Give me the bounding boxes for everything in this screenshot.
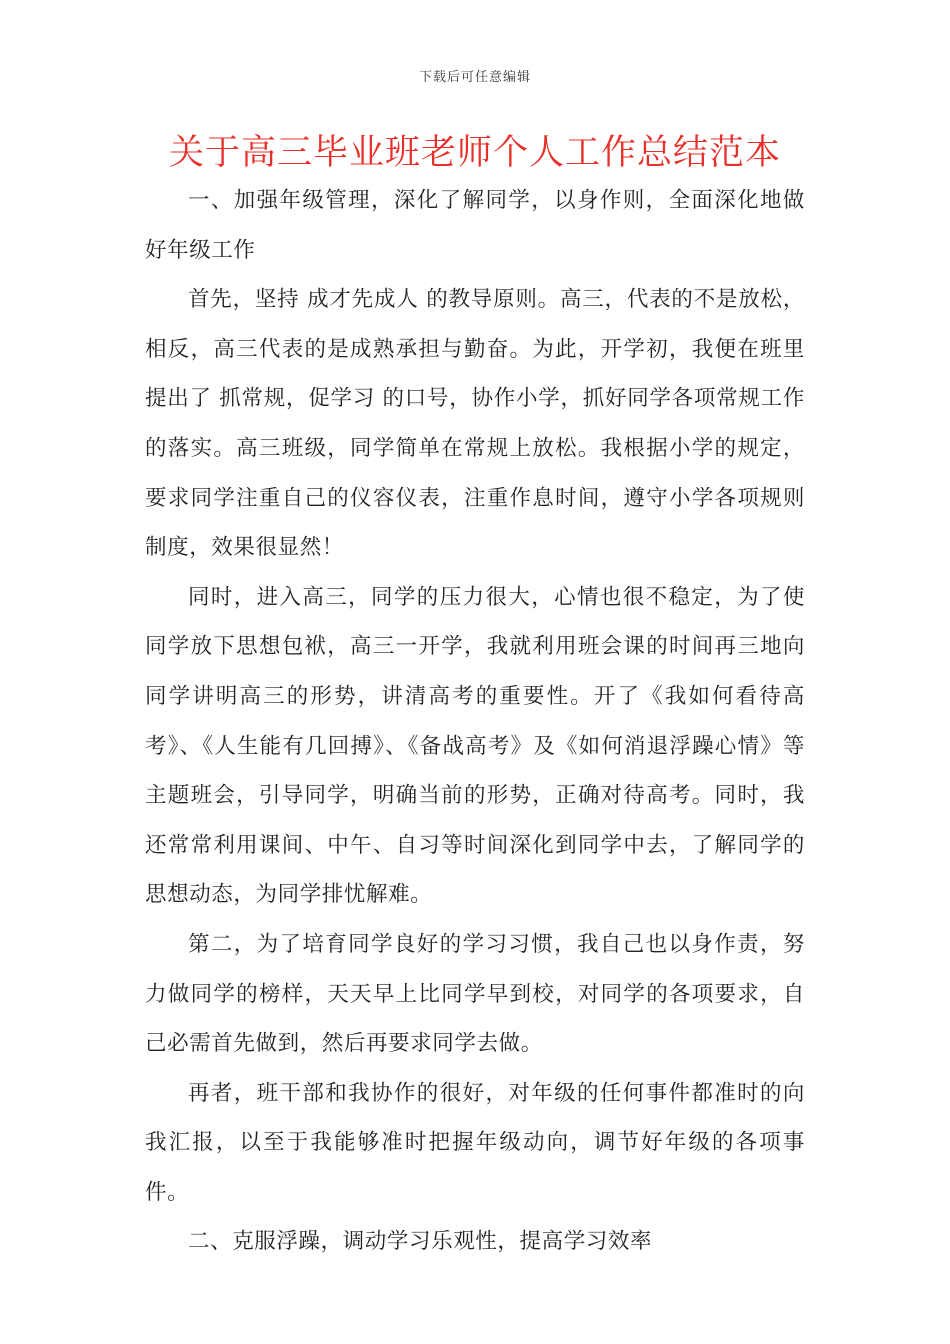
paragraph: 首先，坚持 成才先成人 的教导原则。高三，代表的不是放松，相反，高三代表的是成熟承担与勤奋。为此，开学初，我便在班里提出了 抓常规，促学习 的口号，协作小学，抓好同学各项常规工作的落实。高三班级，同学简单在常规上放松。我根据小学的规定，要求同学注重自己的仪容仪表，注重作息时间，遵守小学各项规则制度，效果很显然！ [145,287,805,561]
header-note: 下载后可任意编辑 [418,70,531,85]
paragraph: 同时，进入高三，同学的压力很大，心情也很不稳定，为了使同学放下思想包袱，高三一开学，我就利用班会课的时间再三地向同学讲明高三的形势，讲清高考的重要性。开了《我如何看待高考》、《人生能有几回搏》、《备战高考》及《如何消退浮躁心情》等主题班会，引导同学，明确当前的形势，正确对待高考。同时，我还常常利用课间、中午、自习等时间深化到同学中去，了解同学的思想动态，为同学排忧解难。 [145,584,805,908]
section-heading-2: 二、克服浮躁，调动学习乐观性，提高学习效率 [188,1229,653,1255]
paragraph: 再者，班干部和我协作的很好，对年级的任何事件都准时的向我汇报，以至于我能够准时把握年级动向，调节好年级的各项事件。 [145,1080,805,1205]
document-body [145,176,805,1267]
section-heading-1: 一、加强年级管理，深化了解同学，以身作则，全面深化地做好年级工作 [145,188,805,263]
document-title: 关于高三毕业班老师个人工作总结范本 [168,133,781,173]
paragraph: 第二，为了培育同学良好的学习习惯，我自己也以身作责，努力做同学的榜样，天天早上比同学早到校，对同学的各项要求，自己必需首先做到，然后再要求同学去做。 [145,931,805,1057]
